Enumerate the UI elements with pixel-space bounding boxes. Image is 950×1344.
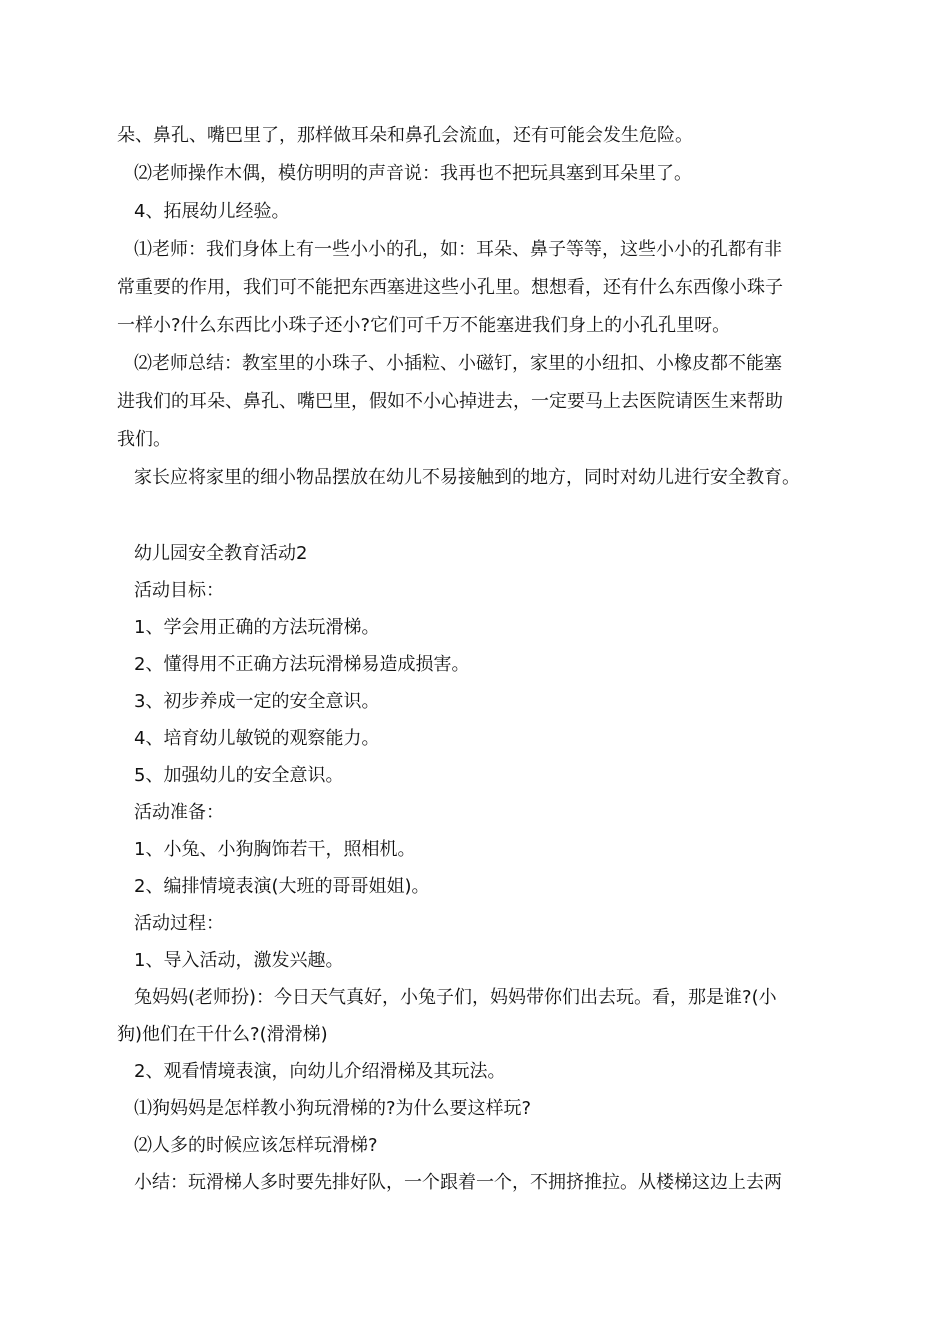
list-item: 1、学会用正确的方法玩滑梯。 (134, 617, 380, 638)
paragraph-line: ⑴狗妈妈是怎样教小狗玩滑梯的?为什么要这样玩? (134, 1098, 532, 1119)
list-item: 2、懂得用不正确方法玩滑梯易造成损害。 (134, 654, 470, 675)
paragraph-line: 我们。 (117, 429, 171, 450)
list-item: 1、导入活动，激发兴趣。 (134, 950, 344, 971)
list-item: 3、初步养成一定的安全意识。 (134, 691, 380, 712)
list-item: 1、小兔、小狗胸饰若干，照相机。 (134, 839, 416, 860)
list-item: 2、观看情境表演，向幼儿介绍滑梯及其玩法。 (134, 1061, 506, 1082)
paragraph-line: 朵、鼻孔、嘴巴里了，那样做耳朵和鼻孔会流血，还有可能会发生危险。 (117, 125, 693, 146)
paragraph-line: ⑴老师：我们身体上有一些小小的孔，如：耳朵、鼻子等等，这些小小的孔都有非 (134, 239, 782, 260)
section-heading: 活动过程： (134, 913, 224, 934)
list-item: 4、培育幼儿敏锐的观察能力。 (134, 728, 380, 749)
section-heading: 4、拓展幼儿经验。 (134, 201, 290, 222)
list-item: 2、编排情境表演(大班的哥哥姐姐)。 (134, 876, 430, 897)
paragraph-line: 进我们的耳朵、鼻孔、嘴巴里，假如不小心掉进去，一定要马上去医院请医生来帮助 (117, 391, 783, 412)
paragraph-line: ⑵老师总结：教室里的小珠子、小插粒、小磁钉，家里的小纽扣、小橡皮都不能塞 (134, 353, 782, 374)
document-title: 幼儿园安全教育活动2 (134, 543, 308, 564)
paragraph-line: 小结：玩滑梯人多时要先排好队，一个跟着一个，不拥挤推拉。从楼梯这边上去两 (134, 1172, 782, 1193)
paragraph-line: 常重要的作用，我们可不能把东西塞进这些小孔里。想想看，还有什么东西像小珠子 (117, 277, 783, 298)
section-heading: 活动准备： (134, 802, 224, 823)
paragraph-line: 兔妈妈(老师扮)：今日天气真好，小兔子们，妈妈带你们出去玩。看，那是谁?(小 (134, 987, 777, 1008)
section-heading: 活动目标： (134, 580, 224, 601)
paragraph-line: 家长应将家里的细小物品摆放在幼儿不易接触到的地方，同时对幼儿进行安全教育。 (134, 467, 800, 488)
list-item: 5、加强幼儿的安全意识。 (134, 765, 344, 786)
paragraph-line: 一样小?什么东西比小珠子还小?它们可千万不能塞进我们身上的小孔孔里呀。 (117, 315, 731, 336)
paragraph-line: 狗)他们在干什么?(滑滑梯) (117, 1024, 328, 1045)
paragraph-line: ⑵老师操作木偶，模仿明明的声音说：我再也不把玩具塞到耳朵里了。 (134, 163, 692, 184)
paragraph-line: ⑵人多的时候应该怎样玩滑梯? (134, 1135, 378, 1156)
